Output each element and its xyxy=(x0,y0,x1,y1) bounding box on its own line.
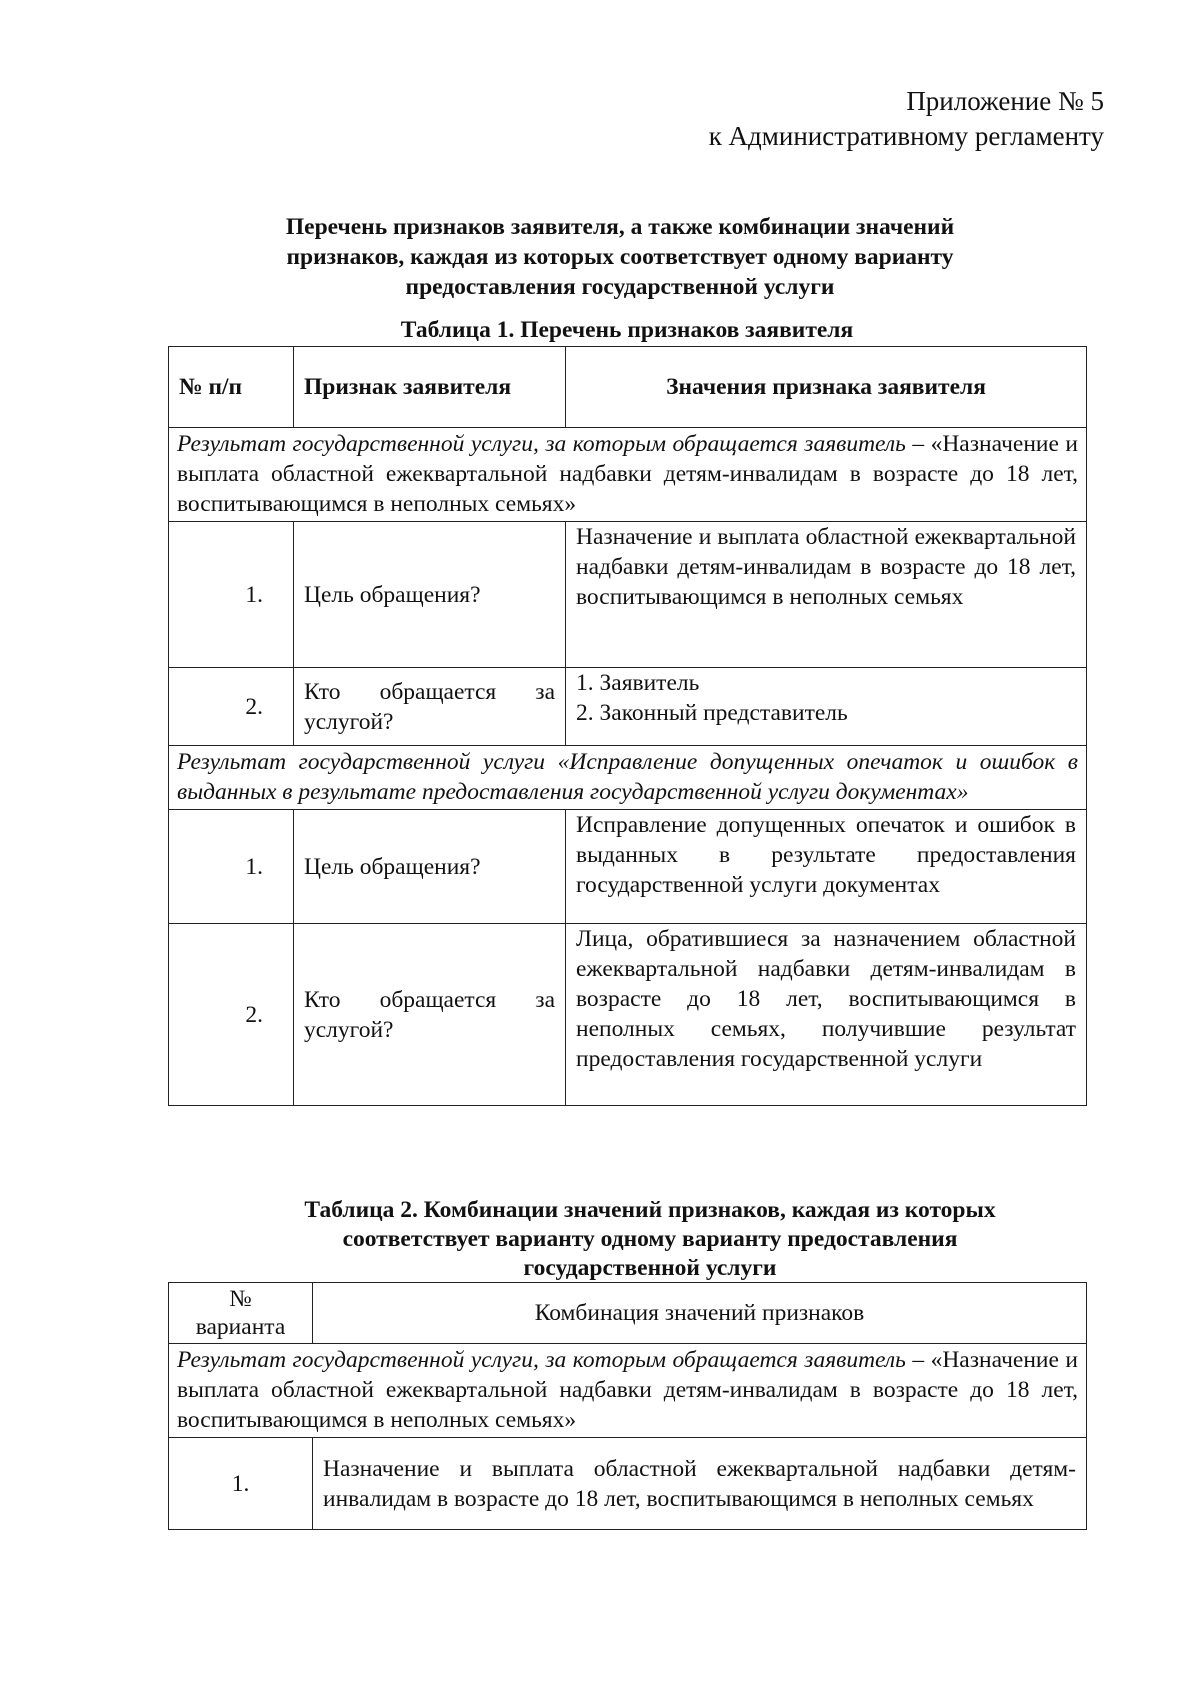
value-option-1: 1. Заявитель xyxy=(576,670,700,696)
row-number: 2. xyxy=(169,668,294,746)
column-header-combination: Комбинация значений признаков xyxy=(313,1283,1087,1344)
variant-number: 1. xyxy=(169,1438,313,1530)
variant-header-word: варианта xyxy=(195,1314,286,1340)
column-header-values: Значения признака заявителя xyxy=(566,347,1087,428)
column-header-variant xyxy=(169,1283,313,1344)
section-row xyxy=(169,746,1087,810)
table-row xyxy=(169,924,1087,1106)
row-number: 1. xyxy=(169,522,294,668)
table2-caption xyxy=(230,1196,1070,1283)
row-value: Исправление допущенных опечаток и ошибок в выданных в результате предоставления государственной услуги документах xyxy=(566,810,1087,924)
title-line-3: предоставления государственной услуги xyxy=(405,274,835,300)
row-value: Назначение и выплата областной ежеквартальной надбавки детям-инвалидам в возрасте до 18 лет, воспитывающимся в неполных семьях xyxy=(566,522,1087,668)
document-title xyxy=(240,212,1000,302)
row-value xyxy=(566,668,1087,746)
row-attribute: Кто обращается за услугой? xyxy=(294,924,566,1106)
table2-caption-line-3: государственной услуги xyxy=(523,1255,777,1281)
applicant-attributes-table xyxy=(168,346,1087,1106)
table-row xyxy=(169,810,1087,924)
appendix-number: Приложение № 5 xyxy=(906,86,1104,116)
variant-combination: Назначение и выплата областной ежеквартальной надбавки детям-инвалидам в возрасте до 18 лет, воспитывающимся в неполных семьях xyxy=(313,1438,1087,1530)
column-header-attribute: Признак заявителя xyxy=(294,347,566,428)
column-header-number: № п/п xyxy=(169,347,294,428)
section-row xyxy=(169,1344,1087,1438)
table2-header-row xyxy=(169,1283,1087,1344)
table-row xyxy=(169,668,1087,746)
row-number: 1. xyxy=(169,810,294,924)
attribute-combinations-table xyxy=(168,1282,1087,1530)
section-row xyxy=(169,428,1087,522)
section-heading-italic: Результат государственной услуги, за которым обращается заявитель – xyxy=(177,1347,925,1373)
title-line-1: Перечень признаков заявителя, а также комбинации значений xyxy=(285,214,955,240)
title-line-2: признаков, каждая из которых соответствует одному варианту xyxy=(286,244,954,270)
table2-caption-line-2: соответствует варианту одному варианту предоставления xyxy=(342,1226,958,1252)
section-heading-italic: Результат государственной услуги, за которым обращается заявитель – xyxy=(177,431,925,457)
table-row xyxy=(169,522,1087,668)
table1-caption: Таблица 1. Перечень признаков заявителя xyxy=(400,317,854,343)
section-heading: Результат государственной услуги «Исправление допущенных опечаток и ошибок в выданных в результате предоставления государственной услуги документах» xyxy=(169,746,1087,810)
appendix-header xyxy=(709,84,1104,154)
table-row xyxy=(169,1438,1087,1530)
table1-header-row xyxy=(169,347,1087,428)
section-heading xyxy=(169,1344,1087,1438)
section-heading-service: «Назначение и выплата областной ежеквартальной надбавки детям-инвалидам в возрасте до 18 лет, воспитывающимся в неполных семьях» xyxy=(177,1347,1078,1433)
row-attribute: Кто обращается за услугой? xyxy=(294,668,566,746)
variant-header-symbol: № xyxy=(229,1286,252,1312)
row-attribute: Цель обращения? xyxy=(294,522,566,668)
row-value: Лица, обратившиеся за назначением областной ежеквартальной надбавки детям-инвалидам в возрасте до 18 лет, воспитывающимся в неполных семьях, получившие результат предоставления государственной услуги xyxy=(566,924,1087,1106)
section-heading-service: «Назначение и выплата областной ежеквартальной надбавки детям-инвалидам в возрасте до 18 лет, воспитывающимся в неполных семьях» xyxy=(177,431,1078,517)
appendix-reference: к Административному регламенту xyxy=(708,121,1104,151)
row-attribute: Цель обращения? xyxy=(294,810,566,924)
section-heading xyxy=(169,428,1087,522)
row-number: 2. xyxy=(169,924,294,1106)
value-option-2: 2. Законный представитель xyxy=(576,700,848,726)
table2-caption-line-1: Таблица 2. Комбинации значений признаков, каждая из которых xyxy=(304,1197,996,1223)
